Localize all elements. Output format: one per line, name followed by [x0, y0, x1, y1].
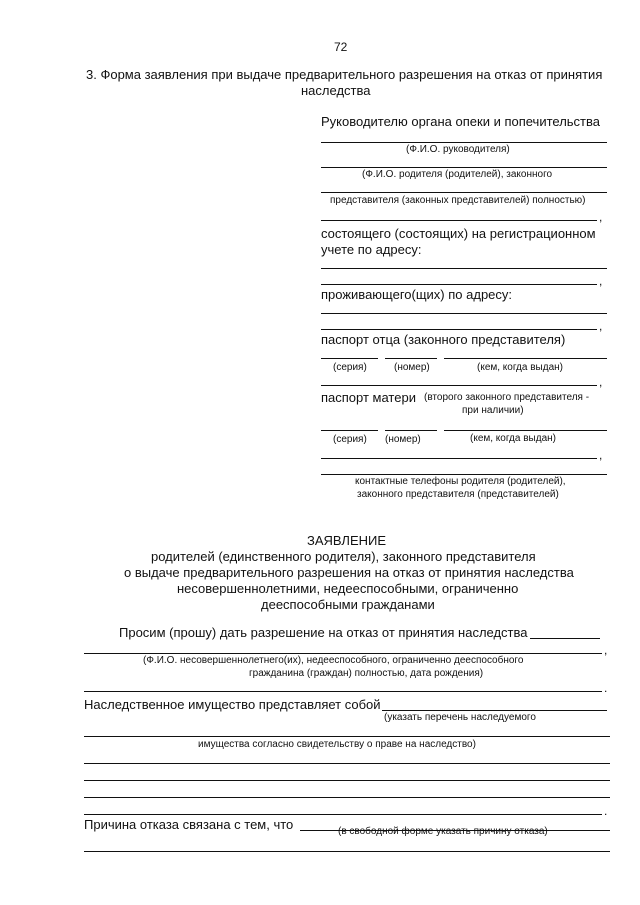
comma: ,	[599, 210, 603, 224]
living-address-line-1[interactable]	[321, 313, 607, 314]
form-heading-line2: наследства	[301, 83, 371, 98]
head-fio-line[interactable]	[321, 142, 607, 143]
period: .	[604, 804, 608, 818]
mother-issued-hint: (кем, когда выдан)	[470, 433, 556, 444]
mother-passport-note-2: при наличии)	[462, 405, 524, 416]
phones-hint-2: законного представителя (представителей)	[357, 489, 559, 500]
comma: ,	[604, 643, 608, 657]
registered-label-1: состоящего (состоящих) на регистрационном	[321, 226, 596, 241]
property-hint-2: имущества согласно свидетельству о праве на наследство)	[198, 739, 476, 750]
father-number-hint: (номер)	[394, 362, 430, 373]
registered-address-line-1[interactable]	[321, 268, 607, 269]
minor-fio-line-2[interactable]	[84, 691, 602, 692]
registered-address-line-2[interactable]	[321, 284, 597, 285]
reason-line-2[interactable]	[84, 851, 610, 852]
minor-fio-hint-2: гражданина (граждан) полностью, дата рождения)	[249, 668, 484, 679]
mother-series-hint: (серия)	[333, 434, 367, 445]
living-address-line-2[interactable]	[321, 329, 597, 330]
comma: ,	[599, 319, 603, 333]
parent-fio-hint-2: представителя (законных представителей) полностью)	[330, 195, 586, 206]
father-series-line[interactable]	[321, 358, 378, 359]
minor-fio-line[interactable]	[84, 653, 602, 654]
reason-hint: (в свободной форме указать причину отказа)	[338, 826, 548, 837]
reason-label: Причина отказа связана с тем, что	[84, 817, 294, 832]
living-address-label: проживающего(щих) по адресу:	[321, 287, 513, 302]
property-line-inline[interactable]	[382, 710, 607, 711]
property-line-2[interactable]	[84, 736, 610, 737]
application-subtitle-3: несовершеннолетними, недееспособными, ограниченно	[177, 581, 519, 596]
phones-line[interactable]	[321, 474, 607, 475]
property-label: Наследственное имущество представляет собой	[84, 697, 381, 712]
father-series-hint: (серия)	[333, 362, 367, 373]
page-number: 72	[334, 40, 348, 54]
comma: ,	[599, 448, 603, 462]
father-number-line[interactable]	[385, 358, 437, 359]
mother-passport-note-1: (второго законного представителя -	[424, 392, 590, 403]
mother-issued-line[interactable]	[444, 430, 607, 431]
property-hint-1: (указать перечень наследуемого	[384, 712, 536, 723]
mother-number-hint: (номер)	[385, 434, 421, 445]
period: .	[604, 681, 608, 695]
form-heading-line1: 3. Форма заявления при выдаче предварительного разрешения на отказ от принятия	[86, 67, 603, 82]
phones-hint-1: контактные телефоны родителя (родителей),	[355, 476, 566, 487]
application-subtitle-2: о выдаче предварительного разрешения на отказ от принятия наследства	[124, 565, 574, 580]
parent-fio-hint-1: (Ф.И.О. родителя (родителей), законного	[362, 169, 553, 180]
addressee-to: Руководителю органа опеки и попечительства	[321, 114, 600, 129]
comma: ,	[599, 274, 603, 288]
request-line-inline[interactable]	[530, 638, 600, 639]
parent-fio-line-2[interactable]	[321, 192, 607, 193]
property-line-4[interactable]	[84, 780, 610, 781]
request-text: Просим (прошу) дать разрешение на отказ от принятия наследства	[119, 625, 528, 640]
mother-number-line[interactable]	[385, 430, 437, 431]
comma: ,	[599, 375, 603, 389]
parent-fio-line[interactable]	[321, 167, 607, 168]
parent-fio-line-3[interactable]	[321, 220, 597, 221]
property-line-3[interactable]	[84, 763, 610, 764]
property-line-6[interactable]	[84, 814, 602, 815]
minor-fio-hint-1: (Ф.И.О. несовершеннолетнего(их), недееспособного, ограниченно дееспособного	[143, 655, 524, 666]
father-issued-line[interactable]	[444, 358, 607, 359]
application-subtitle-4: дееспособными гражданами	[261, 597, 435, 612]
head-fio-hint: (Ф.И.О. руководителя)	[406, 144, 510, 155]
mother-passport-label: паспорт матери	[321, 390, 416, 405]
property-line-5[interactable]	[84, 797, 610, 798]
father-passport-line-2[interactable]	[321, 385, 597, 386]
father-issued-hint: (кем, когда выдан)	[477, 362, 563, 373]
father-passport-label: паспорт отца (законного представителя)	[321, 332, 566, 347]
mother-passport-line-2[interactable]	[321, 458, 597, 459]
application-subtitle-1: родителей (единственного родителя), законного представителя	[151, 549, 536, 564]
registered-label-2: учете по адресу:	[321, 242, 422, 257]
mother-series-line[interactable]	[321, 430, 378, 431]
application-title: ЗАЯВЛЕНИЕ	[307, 533, 387, 548]
